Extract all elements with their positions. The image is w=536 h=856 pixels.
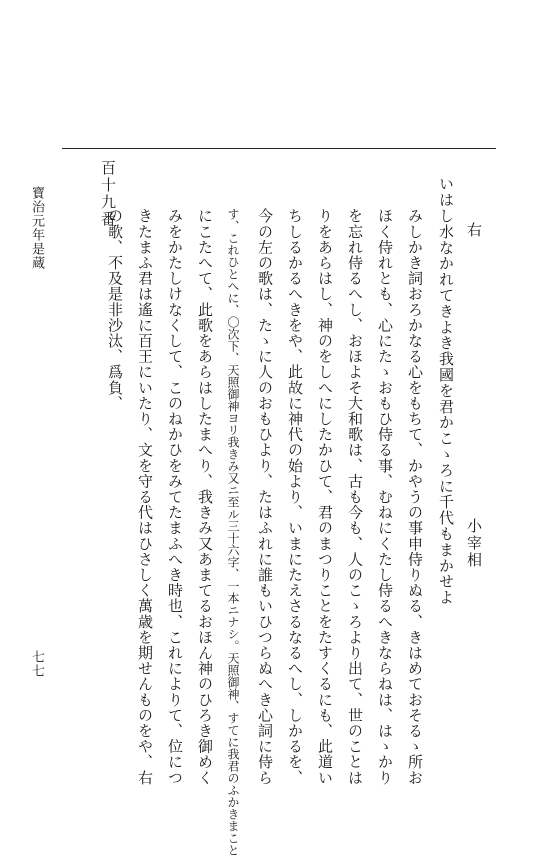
left-author: 小宰相 [465,518,483,569]
judgment-line: を忘れ侍るへし、おほよそ大和歌は、古も今も、人のこゝろより出て、世のことは [346,208,364,786]
judgment-line: みをかたしけなくして、このねかひをみてたまふへき時也、これによりて、位につ [166,208,184,786]
round-number: 百十九番 [99,160,117,228]
header-rule [62,148,496,149]
page-number: 七七 [29,650,44,678]
judgment-line: ほく侍れとも、心にたゝおもひ侍る事、むねにくたし侍るへきならねは、はゝかり [376,208,394,786]
right-poem: いはし水なかれてきよき我國を君かこゝろに千代もまかせよ [437,176,455,606]
judgment-line: みしかき詞おろかなる心をもちて、かやうの事申侍りぬる、きはめておそるゝ所お [406,208,424,786]
judgment-line: ちしるかるへきをや、此故に神代の始より、いまにたえさるなるへし、しかるを、 [286,208,304,786]
running-header: 寶治元年是蔵 [29,186,44,270]
right-label: 右 [465,222,483,239]
judgment-line: にこたへて、此歌をあらはしたまへり、我きみ又あまてるおほん神のひろき御めく [196,208,214,786]
judgment-line-with-note: す、これひとへに、〇次下、天照御神ヨリ我きみ又ニ至ル三十六字、一本ニナシ。天照御神、すてに我君のふかきまこと [226,208,240,856]
judgment-line: の歌、不及是非沙汰、爲負、 [106,208,124,411]
judgment-line: 今の左の歌は、たゝに人のおもひより、たはふれに誰もいひつらぬへき心詞に侍ら [256,208,274,786]
judgment-line: りをあらはし、神のをしへにしたかひて、君のまつりことをたすくるにも、此道い [316,208,334,786]
judgment-line: きたまふ君は遙に百王にいたり、文を守る代はひさしく萬歳を期せんものをや、右 [136,208,154,786]
